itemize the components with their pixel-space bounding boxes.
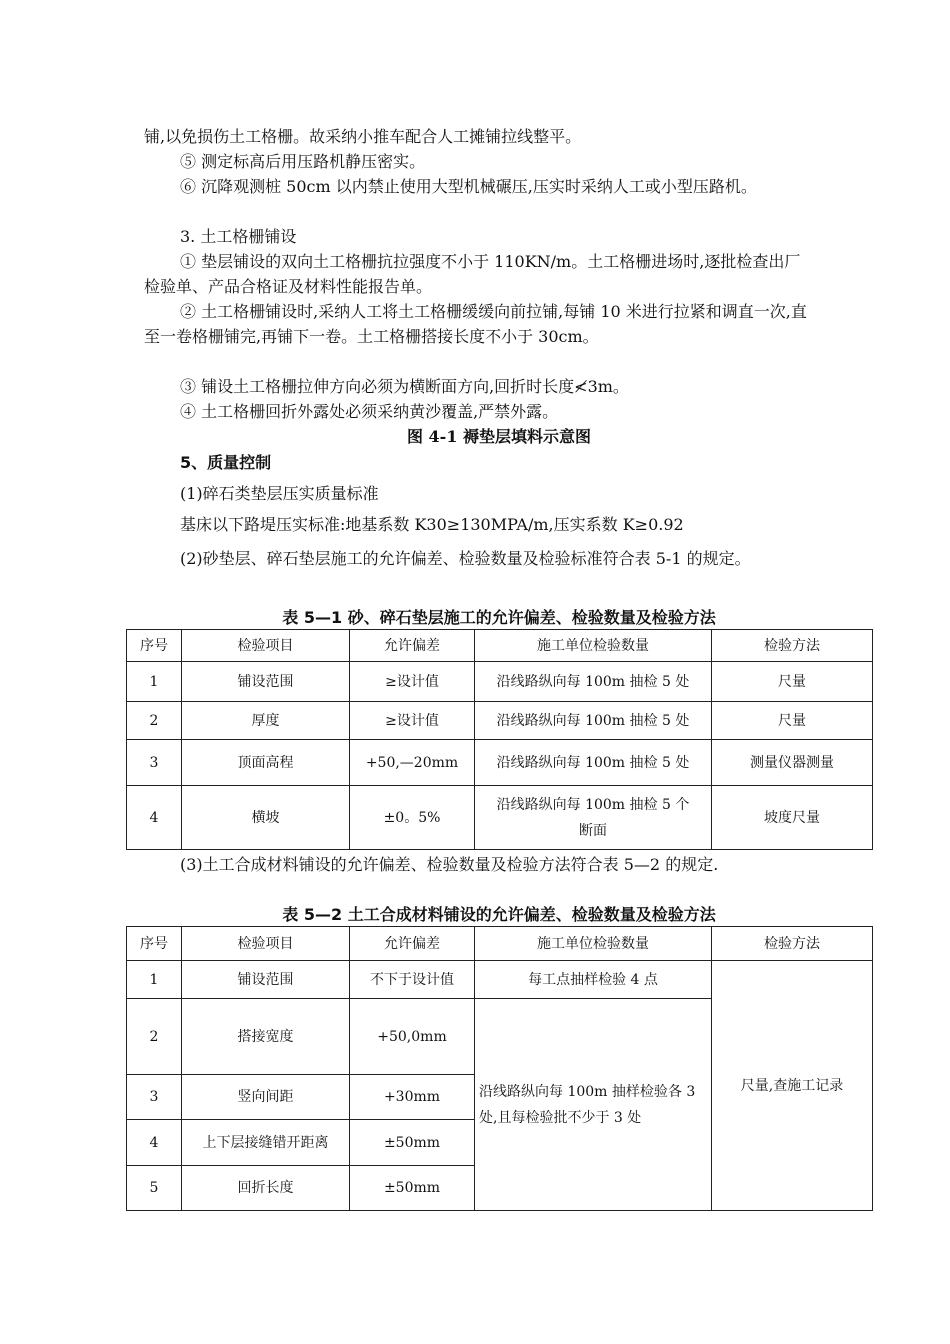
cell: +50,—20mm	[350, 740, 475, 786]
header-cell: 施工单位检验数量	[475, 927, 712, 961]
table-title: 表 5—2 土工合成材料铺设的允许偏差、检验数量及检验方法	[282, 905, 716, 924]
paragraph: ② 土工格栅铺设时,采纳人工将土工格栅缓缓向前拉铺,每铺 10 米进行拉紧和调直一次,直至一卷格栅铺完,再铺下一卷。土工格栅搭接长度不小于 30cm。	[144, 302, 807, 346]
cell-quantity-merged: 沿线路纵向每 100m 抽样检验各 3 处,且每检验批不少于 3 处	[475, 999, 712, 1211]
cell: +50,0mm	[350, 999, 475, 1075]
cell: 横坡	[182, 786, 350, 850]
cell: 不下于设计值	[350, 961, 475, 999]
figure-caption: 图 4-1 褥垫层填料示意图	[406, 427, 592, 446]
header-cell: 施工单位检验数量	[475, 630, 712, 662]
cell: ±0。5%	[350, 786, 475, 850]
cell: 铺设范围	[182, 961, 350, 999]
paragraph: (3)土工合成材料铺设的允许偏差、检验数量及检验方法符合表 5—2 的规定.	[180, 855, 719, 874]
subheading: (1)碎石类垫层压实质量标准	[180, 484, 379, 503]
standard-text: 基床以下路堤压实标准:地基系数 K30≥130MPA/m,压实系数 K≥0.92	[180, 515, 684, 534]
cell: 5	[127, 1166, 182, 1211]
paragraph: 铺,以免损伤土工格栅。故采纳小推车配合人工摊铺拉线整平。	[144, 127, 582, 146]
table-row	[127, 662, 873, 702]
cell: 1	[127, 961, 182, 999]
paragraph: ⑤ 测定标高后用压路机静压密实。	[180, 152, 426, 171]
cell: 4	[127, 1120, 182, 1166]
header-cell: 检验方法	[712, 927, 873, 961]
cell: ≥设计值	[350, 662, 475, 702]
section-heading: 3. 土工格栅铺设	[180, 227, 297, 246]
table-row	[127, 702, 873, 740]
cell: 坡度尺量	[712, 786, 873, 850]
table-5-2	[126, 926, 873, 1211]
cell: 尺量	[712, 702, 873, 740]
cell: 铺设范围	[182, 662, 350, 702]
paragraph: ⑥ 沉降观测桩 50cm 以内禁止使用大型机械碾压,压实时采纳人工或小型压路机。	[180, 177, 757, 196]
cell: 厚度	[182, 702, 350, 740]
cell: 测量仪器测量	[712, 740, 873, 786]
cell: 3	[127, 740, 182, 786]
cell: 2	[127, 702, 182, 740]
paragraph: (2)砂垫层、碎石垫层施工的允许偏差、检验数量及检验标准符合表 5-1 的规定。	[180, 549, 751, 568]
cell: 4	[127, 786, 182, 850]
table-header-row	[127, 927, 873, 961]
cell: 顶面高程	[182, 740, 350, 786]
cell: +30mm	[350, 1075, 475, 1120]
cell: ±50mm	[350, 1120, 475, 1166]
table-row	[127, 786, 873, 850]
cell: 沿线路纵向每 100m 抽检 5 个断面	[475, 786, 712, 850]
cell: 回折长度	[182, 1166, 350, 1211]
cell: 搭接宽度	[182, 999, 350, 1075]
table-5-1	[126, 629, 873, 850]
cell: 上下层接缝错开距离	[182, 1120, 350, 1166]
cell: 沿线路纵向每 100m 抽检 5 处	[475, 702, 712, 740]
section-title: 5、质量控制	[180, 453, 272, 472]
cell: 沿线路纵向每 100m 抽检 5 处	[475, 662, 712, 702]
cell: 2	[127, 999, 182, 1075]
cell: ≥设计值	[350, 702, 475, 740]
header-cell: 允许偏差	[350, 630, 475, 662]
cell: ±50mm	[350, 1166, 475, 1211]
paragraph: ① 垫层铺设的双向土工格栅抗拉强度不小于 110KN/m。土工格栅进场时,逐批检查出厂检验单、产品合格证及材料性能报告单。	[144, 252, 801, 296]
table-row	[127, 961, 873, 999]
cell: 1	[127, 662, 182, 702]
cell: 3	[127, 1075, 182, 1120]
header-cell: 允许偏差	[350, 927, 475, 961]
cell: 每工点抽样检验 4 点	[475, 961, 712, 999]
header-cell: 检验项目	[182, 630, 350, 662]
header-cell: 序号	[127, 927, 182, 961]
paragraph: ④ 土工格栅回折外露处必须采纳黄沙覆盖,严禁外露。	[180, 402, 559, 421]
table-title: 表 5—1 砂、碎石垫层施工的允许偏差、检验数量及检验方法	[282, 608, 716, 627]
header-cell: 检验项目	[182, 927, 350, 961]
cell: 竖向间距	[182, 1075, 350, 1120]
paragraph: ③ 铺设土工格栅拉伸方向必须为横断面方向,回折时长度≮3m。	[180, 377, 629, 396]
table-row	[127, 740, 873, 786]
header-cell: 序号	[127, 630, 182, 662]
header-cell: 检验方法	[712, 630, 873, 662]
cell: 尺量	[712, 662, 873, 702]
cell-method-merged: 尺量,查施工记录	[712, 961, 873, 1211]
table-header-row	[127, 630, 873, 662]
cell: 沿线路纵向每 100m 抽检 5 处	[475, 740, 712, 786]
